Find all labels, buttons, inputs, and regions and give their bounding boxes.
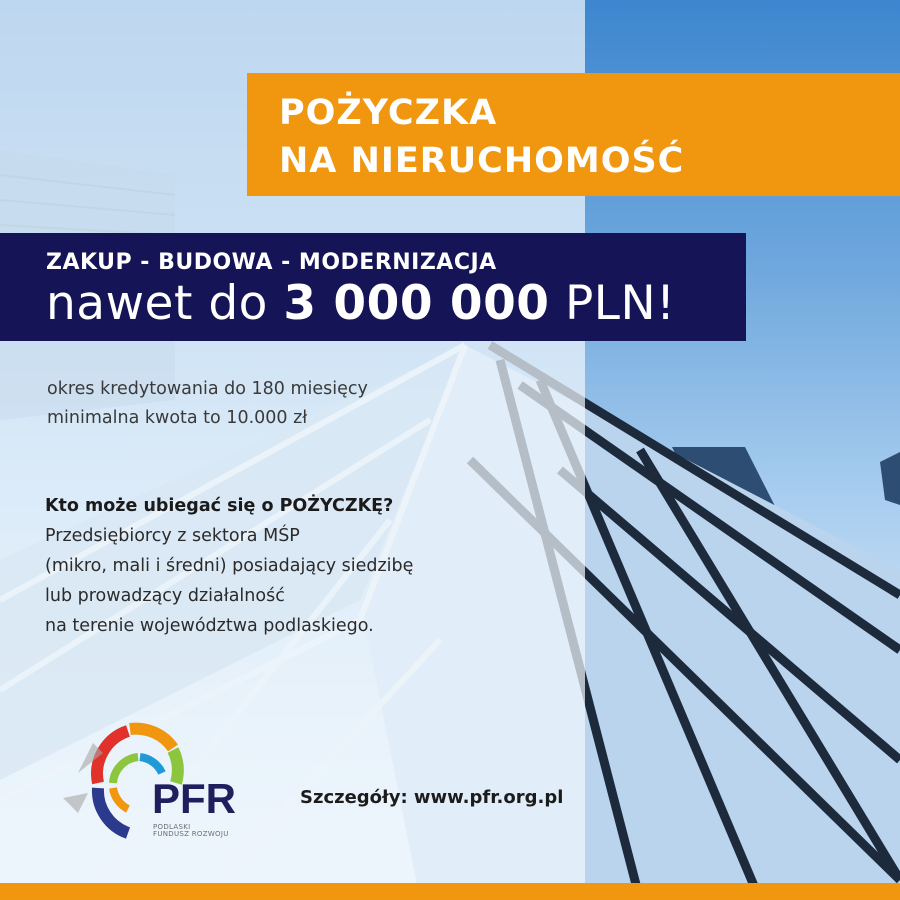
bottom-accent-bar	[0, 883, 900, 900]
eligibility-line: (mikro, mali i średni) posiadający siedzibę	[45, 556, 414, 576]
headline-subtitle: ZAKUP - BUDOWA - MODERNIZACJA	[46, 250, 497, 275]
pfr-subtitle	[153, 824, 263, 839]
amount-value: 3 000 000	[283, 276, 550, 331]
eligibility-line: lub prowadzący działalność	[45, 586, 285, 606]
eligibility-line: na terenie województwa podlaskiego.	[45, 616, 374, 636]
eligibility-line: Przedsiębiorcy z sektora MŚP	[45, 526, 300, 546]
pfr-subtitle-line-1: PODLASKI	[153, 823, 191, 831]
term-minimum: minimalna kwota to 10.000 zł	[47, 408, 308, 428]
amount-suffix: PLN!	[564, 276, 676, 331]
eligibility-question: Kto może ubiegać się o POŻYCZKĘ?	[45, 496, 394, 516]
title-line-1: POŻYCZKA	[279, 93, 498, 133]
term-period: okres kredytowania do 180 miesięcy	[47, 379, 368, 399]
headline-amount	[46, 276, 676, 331]
pfr-subtitle-line-2: FUNDUSZ ROZWOJU	[153, 830, 229, 839]
amount-prefix: nawet do	[46, 276, 268, 331]
details-link[interactable]: Szczegóły: www.pfr.org.pl	[300, 787, 564, 808]
title-line-2: NA NIERUCHOMOŚĆ	[279, 141, 685, 181]
pfr-wordmark: PFR	[152, 775, 236, 822]
